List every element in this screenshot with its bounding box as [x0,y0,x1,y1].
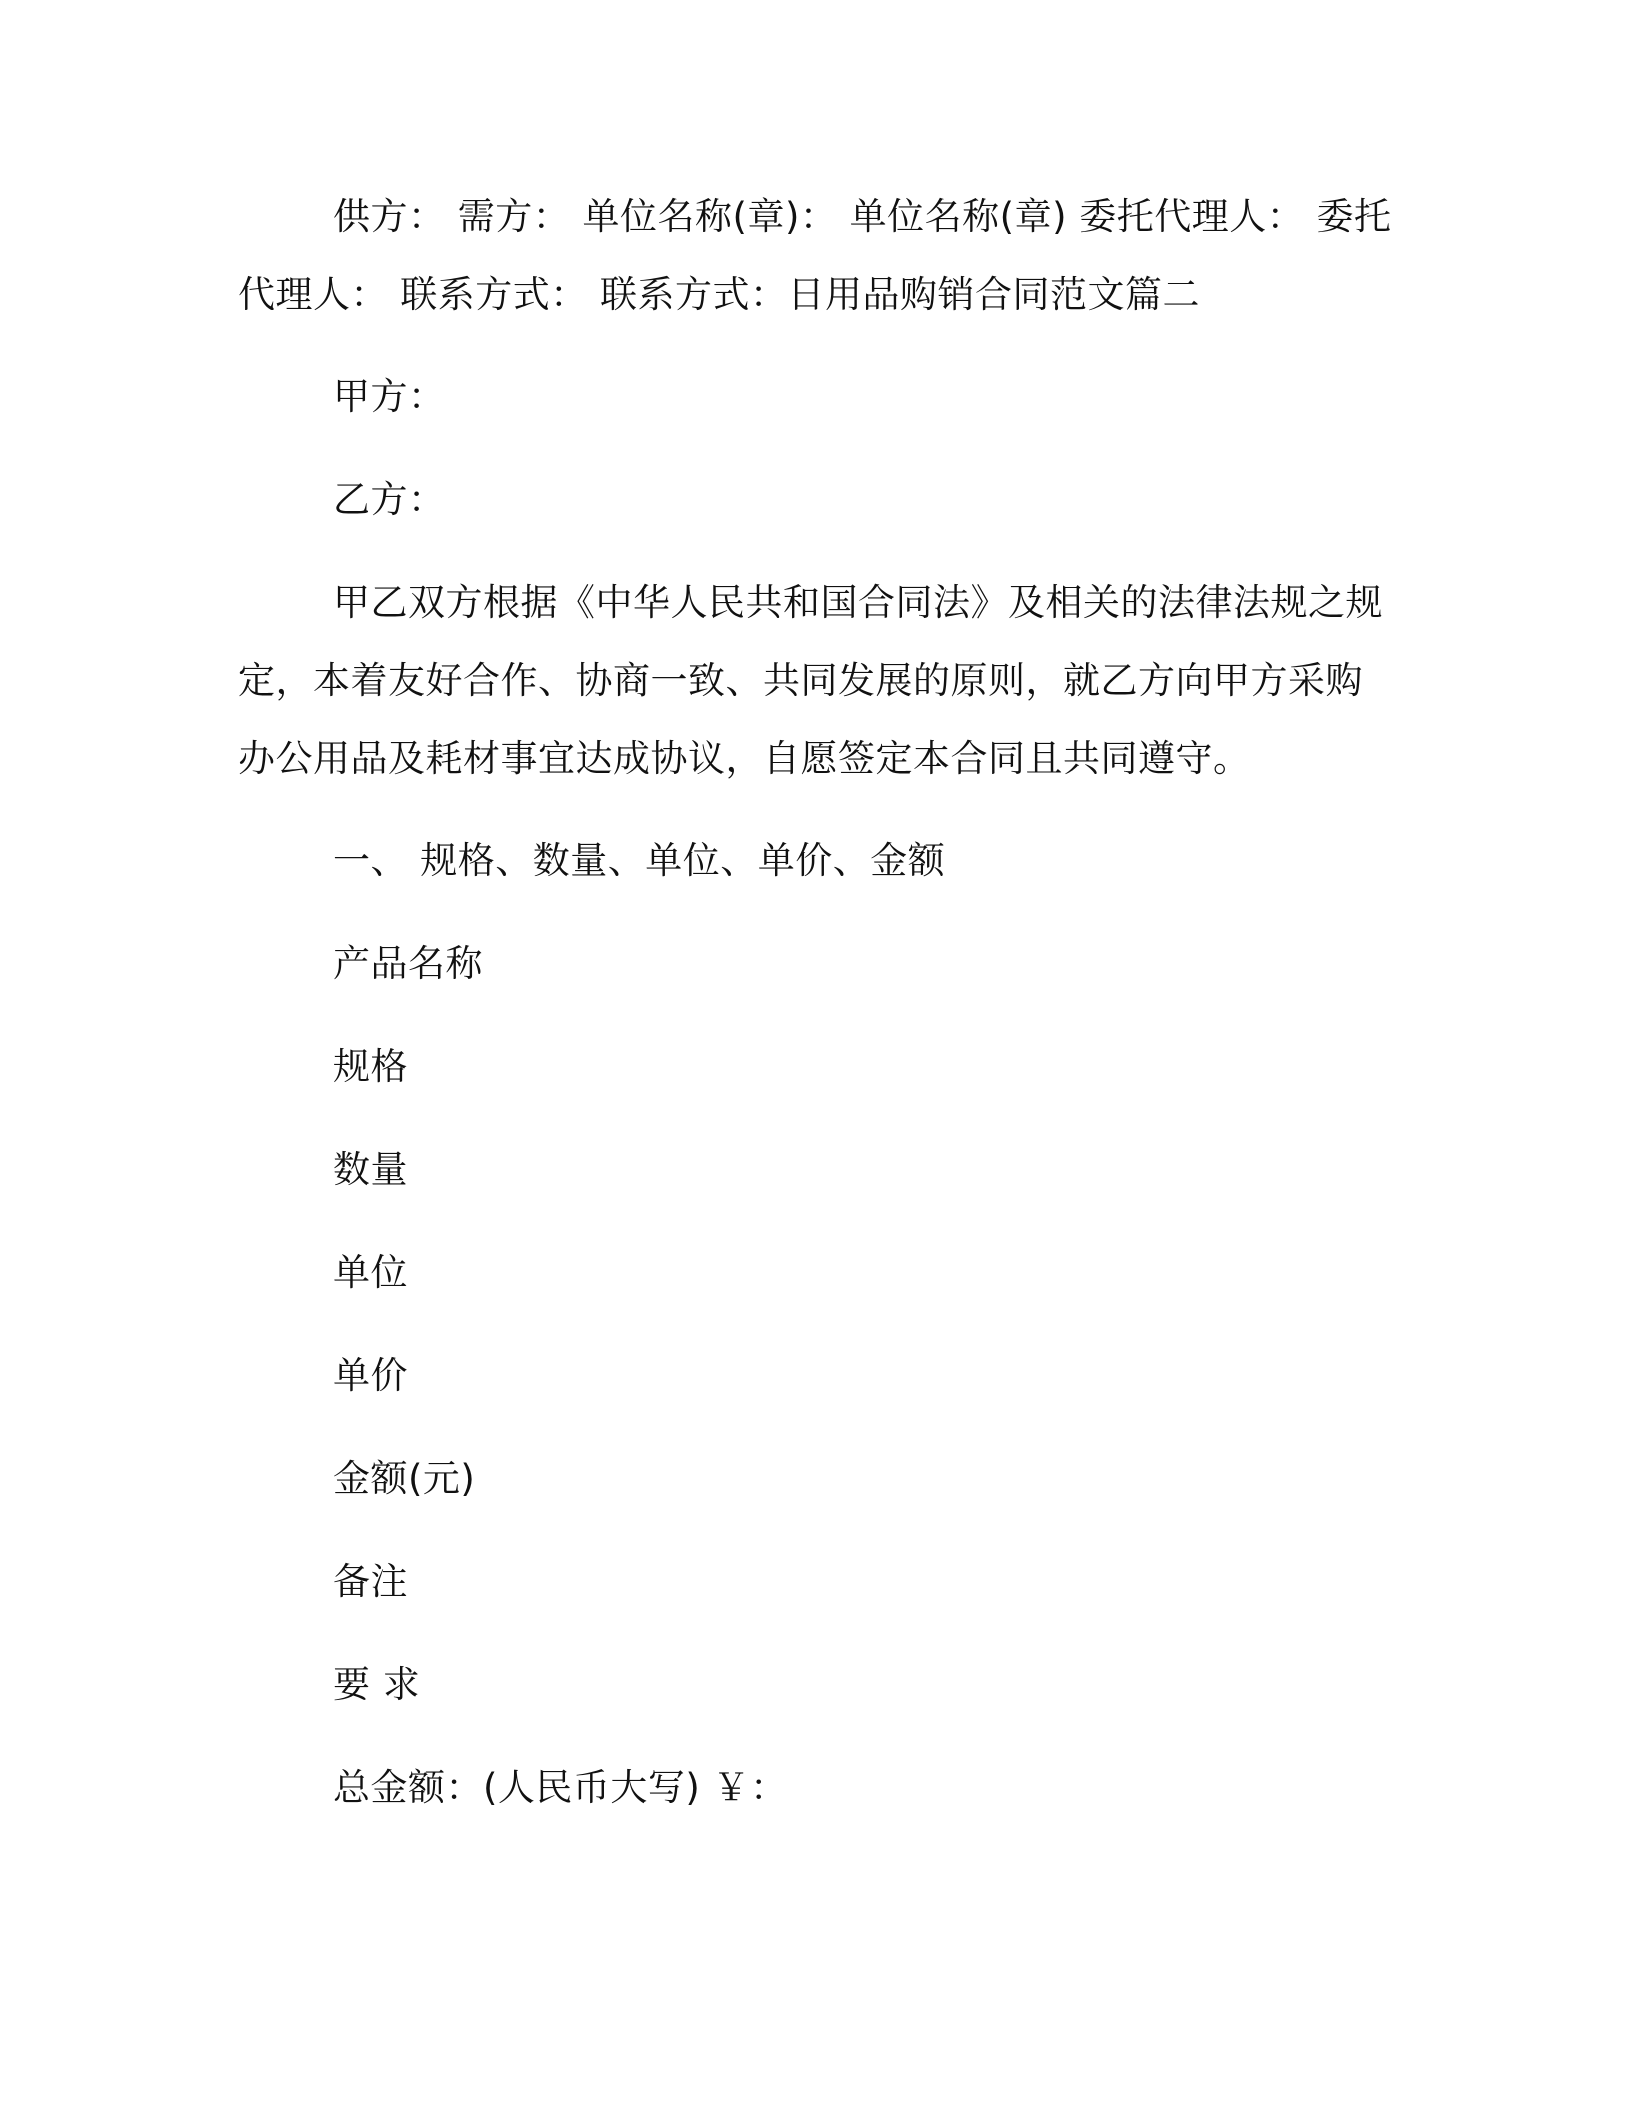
field-amount: 金额(元) [333,1457,476,1500]
field-total-amount: 总金额：(人民币大写) ￥： [333,1766,788,1809]
field-specification: 规格 [333,1045,408,1088]
preamble-line-3: 办公用品及耗材事宜达成协议，自愿签定本合同且共同遵守。 [238,737,1251,780]
field-remarks: 备注 [333,1560,408,1603]
party-a-label: 甲方： [333,375,446,418]
preamble-line-1: 甲乙双方根据《中华人民共和国合同法》及相关的法律法规之规 [333,581,1383,624]
field-unit-price: 单价 [333,1354,408,1397]
field-product-name: 产品名称 [333,942,483,985]
field-requirements: 要 求 [333,1663,421,1706]
party-b-label: 乙方： [333,478,446,521]
field-unit: 单位 [333,1251,408,1294]
parties-line-1: 供方： 需方： 单位名称(章)： 单位名称(章) 委托代理人： 委托 [333,195,1392,238]
parties-line-2: 代理人： 联系方式： 联系方式：日用品购销合同范文篇二 [238,273,1201,316]
preamble-line-2: 定，本着友好合作、协商一致、共同发展的原则，就乙方向甲方采购 [238,659,1363,702]
section-1-heading: 一、 规格、数量、单位、单价、金额 [333,839,946,882]
field-quantity: 数量 [333,1148,408,1191]
